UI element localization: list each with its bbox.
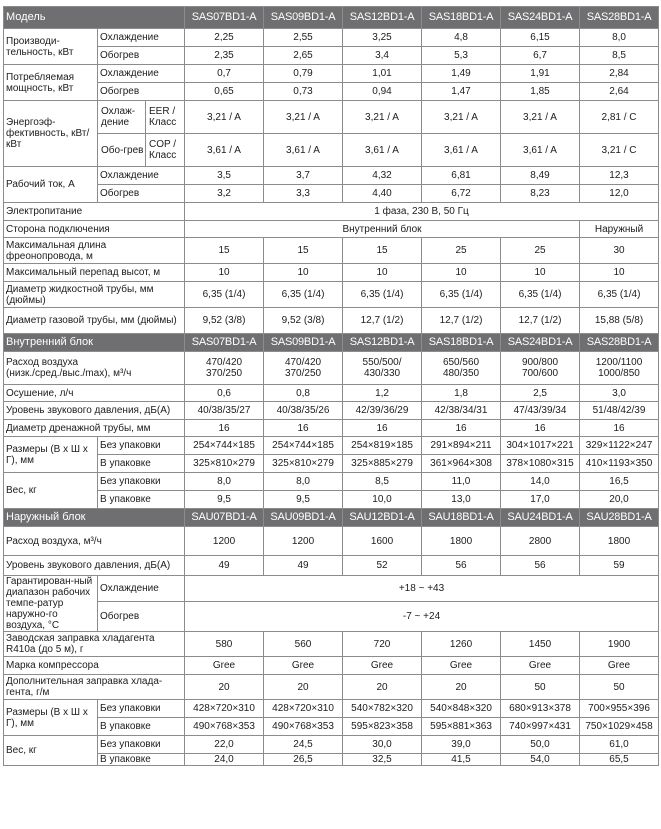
outdoor-weight-value: 61,0 [580,736,659,754]
gas-pipe-label: Диаметр газовой трубы, мм (дюймы) [4,308,185,334]
indoor-model-name-value: SAS28BD1-A [580,334,659,352]
outdoor-weight-value: 65,5 [580,754,659,766]
capacity-sub-label: Обогрев [98,47,185,65]
outdoor-dimensions-value: 540×782×320 [343,700,422,718]
power-supply-row [4,203,659,221]
indoor-dimensions-label: Размеры (В х Ш х Г), мм [4,437,98,473]
extra-charge-value: 20 [264,675,343,700]
header-row [4,7,659,29]
operating-current-sub-label: Обогрев [98,185,185,203]
indoor-dehumid-value: 0,6 [185,385,264,402]
indoor-drain-value: 16 [422,420,501,437]
indoor-drain-label: Диаметр дренажной трубы, мм [4,420,185,437]
capacity-value: 6,15 [501,29,580,47]
outdoor-dimensions-sub-label: В упаковке [98,718,185,736]
indoor-airflow-row [4,352,659,385]
outdoor-weight-sub-label: Без упаковки [98,736,185,754]
outdoor-noise-label: Уровень звукового давления, дБ(А) [4,556,185,576]
spec-table [3,6,659,766]
outdoor-dimensions-row [4,700,659,718]
indoor-weight-value: 8,0 [185,473,264,491]
capacity-value: 8,0 [580,29,659,47]
power-consumption-value: 0,65 [185,83,264,101]
compressor-brand-value: Gree [343,657,422,675]
outdoor-weight-value: 22,0 [185,736,264,754]
efficiency-metric: COP / Класс [149,139,177,161]
extra-charge-value: 50 [580,675,659,700]
capacity-value: 8,5 [580,47,659,65]
power-consumption-value: 1,91 [501,65,580,83]
outdoor-weight-value: 54,0 [501,754,580,766]
liquid-pipe-value: 6,35 (1/4) [422,282,501,308]
outdoor-weight-value: 24,0 [185,754,264,766]
max-pipe-length-value: 15 [185,238,264,264]
operating-current-value: 12,3 [580,167,659,185]
efficiency-mode-cell [98,134,185,167]
indoor-weight-value: 11,0 [422,473,501,491]
indoor-weight-sub-label: Без упаковки [98,473,185,491]
liquid-pipe-value: 6,35 (1/4) [580,282,659,308]
operating-current-row [4,167,659,185]
indoor-noise-value: 42/38/34/31 [422,402,501,420]
compressor-brand-value: Gree [185,657,264,675]
outdoor-model-name-value: SAU07BD1-A [185,509,264,527]
temp-range-value: +18 ~ +43 [185,576,659,602]
outdoor-weight-row [4,736,659,754]
connection-side-outdoor: Наружный [580,221,659,238]
outdoor-noise-value: 49 [264,556,343,576]
connection-side-row [4,221,659,238]
outdoor-model-name-value: SAU09BD1-A [264,509,343,527]
efficiency-value: 3,61 / A [185,134,264,167]
indoor-section-title: Внутренний блок [4,334,185,352]
indoor-dehumid-label: Осушение, л/ч [4,385,185,402]
indoor-dimensions-row [4,455,659,473]
indoor-weight-value: 9,5 [185,491,264,509]
outdoor-dimensions-value: 428×720×310 [185,700,264,718]
indoor-model-name-value: SAS07BD1-A [185,334,264,352]
indoor-noise-label: Уровень звукового давления, дБ(А) [4,402,185,420]
refrigerant-charge-value: 1900 [580,632,659,657]
spec-table-body [4,7,659,766]
power-consumption-sub-label: Обогрев [98,83,185,101]
max-height-diff-value: 10 [264,264,343,282]
indoor-airflow-label-sub: (низк./сред./выс./max), м³/ч [6,368,132,379]
operating-current-value: 3,3 [264,185,343,203]
indoor-weight-label: Вес, кг [4,473,98,509]
capacity-label: Производи-тельность, кВт [4,29,98,65]
indoor-dehumid-value: 3,0 [580,385,659,402]
outdoor-noise-value: 56 [501,556,580,576]
power-consumption-value: 0,79 [264,65,343,83]
outdoor-dimensions-value: 540×848×320 [422,700,501,718]
outdoor-dimensions-value: 428×720×310 [264,700,343,718]
operating-current-value: 3,7 [264,167,343,185]
capacity-value: 2,65 [264,47,343,65]
outdoor-dimensions-value: 490×768×353 [264,718,343,736]
indoor-dimensions-value: 361×964×308 [422,455,501,473]
efficiency-value: 3,21 / A [343,101,422,134]
indoor-drain-value: 16 [264,420,343,437]
temp-range-label: Гарантирован-ный диапазон рабочих темпе-ратур наружно-го воздуха, °С [4,576,98,632]
efficiency-value: 3,61 / A [501,134,580,167]
indoor-model-name-value: SAS18BD1-A [422,334,501,352]
gas-pipe-value: 9,52 (3/8) [264,308,343,334]
outdoor-airflow-value: 1600 [343,527,422,556]
operating-current-value: 12,0 [580,185,659,203]
capacity-row [4,47,659,65]
indoor-dimensions-value: 325×810×279 [264,455,343,473]
power-consumption-value: 0,73 [264,83,343,101]
model-name-value: SAS24BD1-A [501,7,580,29]
power-consumption-value: 1,01 [343,65,422,83]
outdoor-weight-value: 32,5 [343,754,422,766]
indoor-drain-value: 16 [501,420,580,437]
indoor-weight-value: 10,0 [343,491,422,509]
capacity-value: 2,25 [185,29,264,47]
outdoor-dimensions-value: 750×1029×458 [580,718,659,736]
outdoor-dimensions-value: 680×913×378 [501,700,580,718]
capacity-value: 2,55 [264,29,343,47]
max-pipe-length-value: 25 [501,238,580,264]
refrigerant-charge-value: 560 [264,632,343,657]
operating-current-value: 3,5 [185,167,264,185]
max-pipe-length-value: 15 [343,238,422,264]
liquid-pipe-value: 6,35 (1/4) [264,282,343,308]
outdoor-weight-value: 24,5 [264,736,343,754]
indoor-weight-value: 8,0 [264,473,343,491]
outdoor-noise-value: 59 [580,556,659,576]
operating-current-label: Рабочий ток, А [4,167,98,203]
efficiency-row [4,101,659,134]
compressor-brand-label: Марка компрессора [4,657,185,675]
indoor-dimensions-value: 304×1017×221 [501,437,580,455]
power-consumption-row [4,65,659,83]
refrigerant-charge-value: 580 [185,632,264,657]
power-consumption-value: 2,84 [580,65,659,83]
indoor-airflow-value: 900/800 700/600 [501,352,580,385]
capacity-value: 6,7 [501,47,580,65]
power-supply-label: Электропитание [4,203,185,221]
indoor-dehumid-row [4,385,659,402]
liquid-pipe-row [4,282,659,308]
capacity-sub-label: Охлаждение [98,29,185,47]
power-consumption-value: 1,47 [422,83,501,101]
operating-current-sub-label: Охлаждение [98,167,185,185]
refrigerant-charge-label: Заводская заправка хладагента R410a (до 5 м), г [4,632,185,657]
max-pipe-length-value: 30 [580,238,659,264]
extra-charge-value: 20 [185,675,264,700]
indoor-dimensions-value: 254×744×185 [264,437,343,455]
gas-pipe-value: 12,7 (1/2) [422,308,501,334]
indoor-model-name-value: SAS24BD1-A [501,334,580,352]
compressor-brand-value: Gree [501,657,580,675]
max-height-diff-row [4,264,659,282]
indoor-dimensions-value: 325×810×279 [185,455,264,473]
indoor-weight-row [4,491,659,509]
extra-charge-label: Дополнительная заправка хлада-гента, г/м [4,675,185,700]
indoor-dimensions-value: 325×885×279 [343,455,422,473]
gas-pipe-value: 12,7 (1/2) [501,308,580,334]
outdoor-model-name-value: SAU28BD1-A [580,509,659,527]
max-pipe-length-row [4,238,659,264]
outdoor-dimensions-value: 740×997×431 [501,718,580,736]
power-supply-value: 1 фаза, 230 В, 50 Гц [185,203,659,221]
capacity-value: 3,4 [343,47,422,65]
outdoor-dimensions-sub-label: Без упаковки [98,700,185,718]
indoor-weight-value: 14,0 [501,473,580,491]
indoor-model-name-value: SAS12BD1-A [343,334,422,352]
outdoor-dimensions-value: 595×881×363 [422,718,501,736]
indoor-drain-value: 16 [185,420,264,437]
operating-current-value: 4,32 [343,167,422,185]
operating-current-value: 6,72 [422,185,501,203]
refrigerant-charge-row [4,632,659,657]
outdoor-weight-value: 41,5 [422,754,501,766]
indoor-dimensions-sub-label: В упаковке [98,455,185,473]
outdoor-airflow-value: 2800 [501,527,580,556]
capacity-value: 4,8 [422,29,501,47]
indoor-dimensions-value: 410×1193×350 [580,455,659,473]
model-name-value: SAS12BD1-A [343,7,422,29]
outdoor-dimensions-value: 700×955×396 [580,700,659,718]
outdoor-header-row [4,509,659,527]
efficiency-metric: EER / Класс [149,106,177,128]
outdoor-dimensions-label: Размеры (В х Ш х Г), мм [4,700,98,736]
efficiency-mode: Охлаж-дение [98,101,146,133]
efficiency-value: 3,61 / A [343,134,422,167]
indoor-airflow-value: 650/560 480/350 [422,352,501,385]
liquid-pipe-value: 6,35 (1/4) [343,282,422,308]
indoor-weight-sub-label: В упаковке [98,491,185,509]
max-height-diff-value: 10 [501,264,580,282]
power-consumption-row [4,83,659,101]
max-height-diff-value: 10 [343,264,422,282]
efficiency-value: 3,21 / A [422,101,501,134]
outdoor-weight-value: 30,0 [343,736,422,754]
temp-range-value: -7 ~ +24 [185,602,659,632]
temp-range-row [4,576,659,602]
indoor-airflow-value: 550/500/ 430/330 [343,352,422,385]
outdoor-airflow-value: 1800 [422,527,501,556]
indoor-noise-row [4,402,659,420]
outdoor-airflow-label: Расход воздуха, м³/ч [4,527,185,556]
connection-side-indoor: Внутренний блок [185,221,580,238]
outdoor-weight-sub-label: В упаковке [98,754,185,766]
model-title: Модель [4,7,185,29]
outdoor-model-name-value: SAU18BD1-A [422,509,501,527]
efficiency-row [4,134,659,167]
outdoor-noise-row [4,556,659,576]
outdoor-airflow-row [4,527,659,556]
indoor-airflow-label [4,352,185,385]
outdoor-dimensions-row [4,718,659,736]
indoor-dehumid-value: 2,5 [501,385,580,402]
compressor-brand-value: Gree [264,657,343,675]
model-name-value: SAS18BD1-A [422,7,501,29]
refrigerant-charge-value: 1260 [422,632,501,657]
indoor-weight-value: 16,5 [580,473,659,491]
max-height-diff-value: 10 [422,264,501,282]
liquid-pipe-value: 6,35 (1/4) [501,282,580,308]
indoor-dimensions-value: 254×819×185 [343,437,422,455]
outdoor-noise-value: 49 [185,556,264,576]
outdoor-dimensions-value: 490×768×353 [185,718,264,736]
outdoor-section-title: Наружный блок [4,509,185,527]
outdoor-noise-value: 52 [343,556,422,576]
gas-pipe-value: 15,88 (5/8) [580,308,659,334]
extra-charge-value: 20 [422,675,501,700]
compressor-brand-value: Gree [580,657,659,675]
gas-pipe-value: 9,52 (3/8) [185,308,264,334]
model-name-value: SAS07BD1-A [185,7,264,29]
outdoor-weight-label: Вес, кг [4,736,98,766]
connection-side-label: Сторона подключения [4,221,185,238]
capacity-value: 5,3 [422,47,501,65]
extra-charge-row [4,675,659,700]
indoor-noise-value: 47/43/39/34 [501,402,580,420]
compressor-brand-row [4,657,659,675]
extra-charge-value: 20 [343,675,422,700]
outdoor-airflow-value: 1200 [264,527,343,556]
operating-current-value: 6,81 [422,167,501,185]
liquid-pipe-label: Диаметр жидкостной трубы, мм (дюймы) [4,282,185,308]
indoor-dimensions-value: 378×1080×315 [501,455,580,473]
max-height-diff-label: Максимальный перепад высот, м [4,264,185,282]
indoor-dimensions-value: 291×894×211 [422,437,501,455]
indoor-weight-value: 20,0 [580,491,659,509]
max-height-diff-value: 10 [185,264,264,282]
outdoor-weight-value: 26,5 [264,754,343,766]
operating-current-value: 8,23 [501,185,580,203]
indoor-weight-value: 17,0 [501,491,580,509]
refrigerant-charge-value: 1450 [501,632,580,657]
power-consumption-value: 2,64 [580,83,659,101]
outdoor-weight-value: 39,0 [422,736,501,754]
temp-range-sub-label: Обогрев [98,602,185,632]
efficiency-value: 3,21 / A [185,101,264,134]
capacity-row [4,29,659,47]
efficiency-value: 3,61 / A [264,134,343,167]
indoor-weight-value: 8,5 [343,473,422,491]
efficiency-value: 2,81 / C [580,101,659,134]
indoor-noise-value: 42/39/36/29 [343,402,422,420]
indoor-dimensions-row [4,437,659,455]
power-consumption-value: 0,7 [185,65,264,83]
indoor-noise-value: 40/38/35/26 [264,402,343,420]
gas-pipe-row [4,308,659,334]
outdoor-dimensions-value: 595×823×358 [343,718,422,736]
efficiency-value: 3,21 / C [580,134,659,167]
indoor-noise-value: 40/38/35/27 [185,402,264,420]
indoor-weight-row [4,473,659,491]
compressor-brand-value: Gree [422,657,501,675]
model-name-value: SAS09BD1-A [264,7,343,29]
indoor-noise-value: 51/48/42/39 [580,402,659,420]
liquid-pipe-value: 6,35 (1/4) [185,282,264,308]
indoor-airflow-label-main: Расход воздуха [6,357,79,368]
max-pipe-length-label: Максимальная длина фреонопровода, м [4,238,185,264]
efficiency-value: 3,21 / A [501,101,580,134]
outdoor-weight-row [4,754,659,766]
indoor-weight-value: 9,5 [264,491,343,509]
extra-charge-value: 50 [501,675,580,700]
indoor-header-row [4,334,659,352]
indoor-dimensions-value: 329×1122×247 [580,437,659,455]
indoor-drain-value: 16 [580,420,659,437]
operating-current-value: 4,40 [343,185,422,203]
efficiency-label: Энергоэф-фективность, кВт/кВт [4,101,98,167]
indoor-dehumid-value: 0,8 [264,385,343,402]
indoor-dehumid-value: 1,8 [422,385,501,402]
indoor-dehumid-value: 1,2 [343,385,422,402]
model-name-value: SAS28BD1-A [580,7,659,29]
efficiency-mode-cell [98,101,185,134]
power-consumption-value: 1,85 [501,83,580,101]
indoor-weight-value: 13,0 [422,491,501,509]
power-consumption-sub-label: Охлаждение [98,65,185,83]
operating-current-value: 3,2 [185,185,264,203]
efficiency-value: 3,21 / A [264,101,343,134]
indoor-drain-row [4,420,659,437]
outdoor-airflow-value: 1800 [580,527,659,556]
temp-range-sub-label: Охлаждение [98,576,185,602]
indoor-dimensions-sub-label: Без упаковки [98,437,185,455]
operating-current-row [4,185,659,203]
power-consumption-value: 0,94 [343,83,422,101]
max-pipe-length-value: 25 [422,238,501,264]
indoor-airflow-value: 470/420 370/250 [185,352,264,385]
capacity-value: 3,25 [343,29,422,47]
indoor-airflow-value: 470/420 370/250 [264,352,343,385]
refrigerant-charge-value: 720 [343,632,422,657]
outdoor-weight-value: 50,0 [501,736,580,754]
outdoor-airflow-value: 1200 [185,527,264,556]
operating-current-value: 8,49 [501,167,580,185]
indoor-model-name-value: SAS09BD1-A [264,334,343,352]
outdoor-model-name-value: SAU12BD1-A [343,509,422,527]
indoor-airflow-value: 1200/1100 1000/850 [580,352,659,385]
max-height-diff-value: 10 [580,264,659,282]
power-consumption-label: Потребляемая мощность, кВт [4,65,98,101]
temp-range-row [4,602,659,632]
outdoor-noise-value: 56 [422,556,501,576]
indoor-dimensions-value: 254×744×185 [185,437,264,455]
gas-pipe-value: 12,7 (1/2) [343,308,422,334]
efficiency-mode: Обо-грев [98,134,146,166]
indoor-drain-value: 16 [343,420,422,437]
outdoor-model-name-value: SAU24BD1-A [501,509,580,527]
efficiency-value: 3,61 / A [422,134,501,167]
max-pipe-length-value: 15 [264,238,343,264]
capacity-value: 2,35 [185,47,264,65]
power-consumption-value: 1,49 [422,65,501,83]
